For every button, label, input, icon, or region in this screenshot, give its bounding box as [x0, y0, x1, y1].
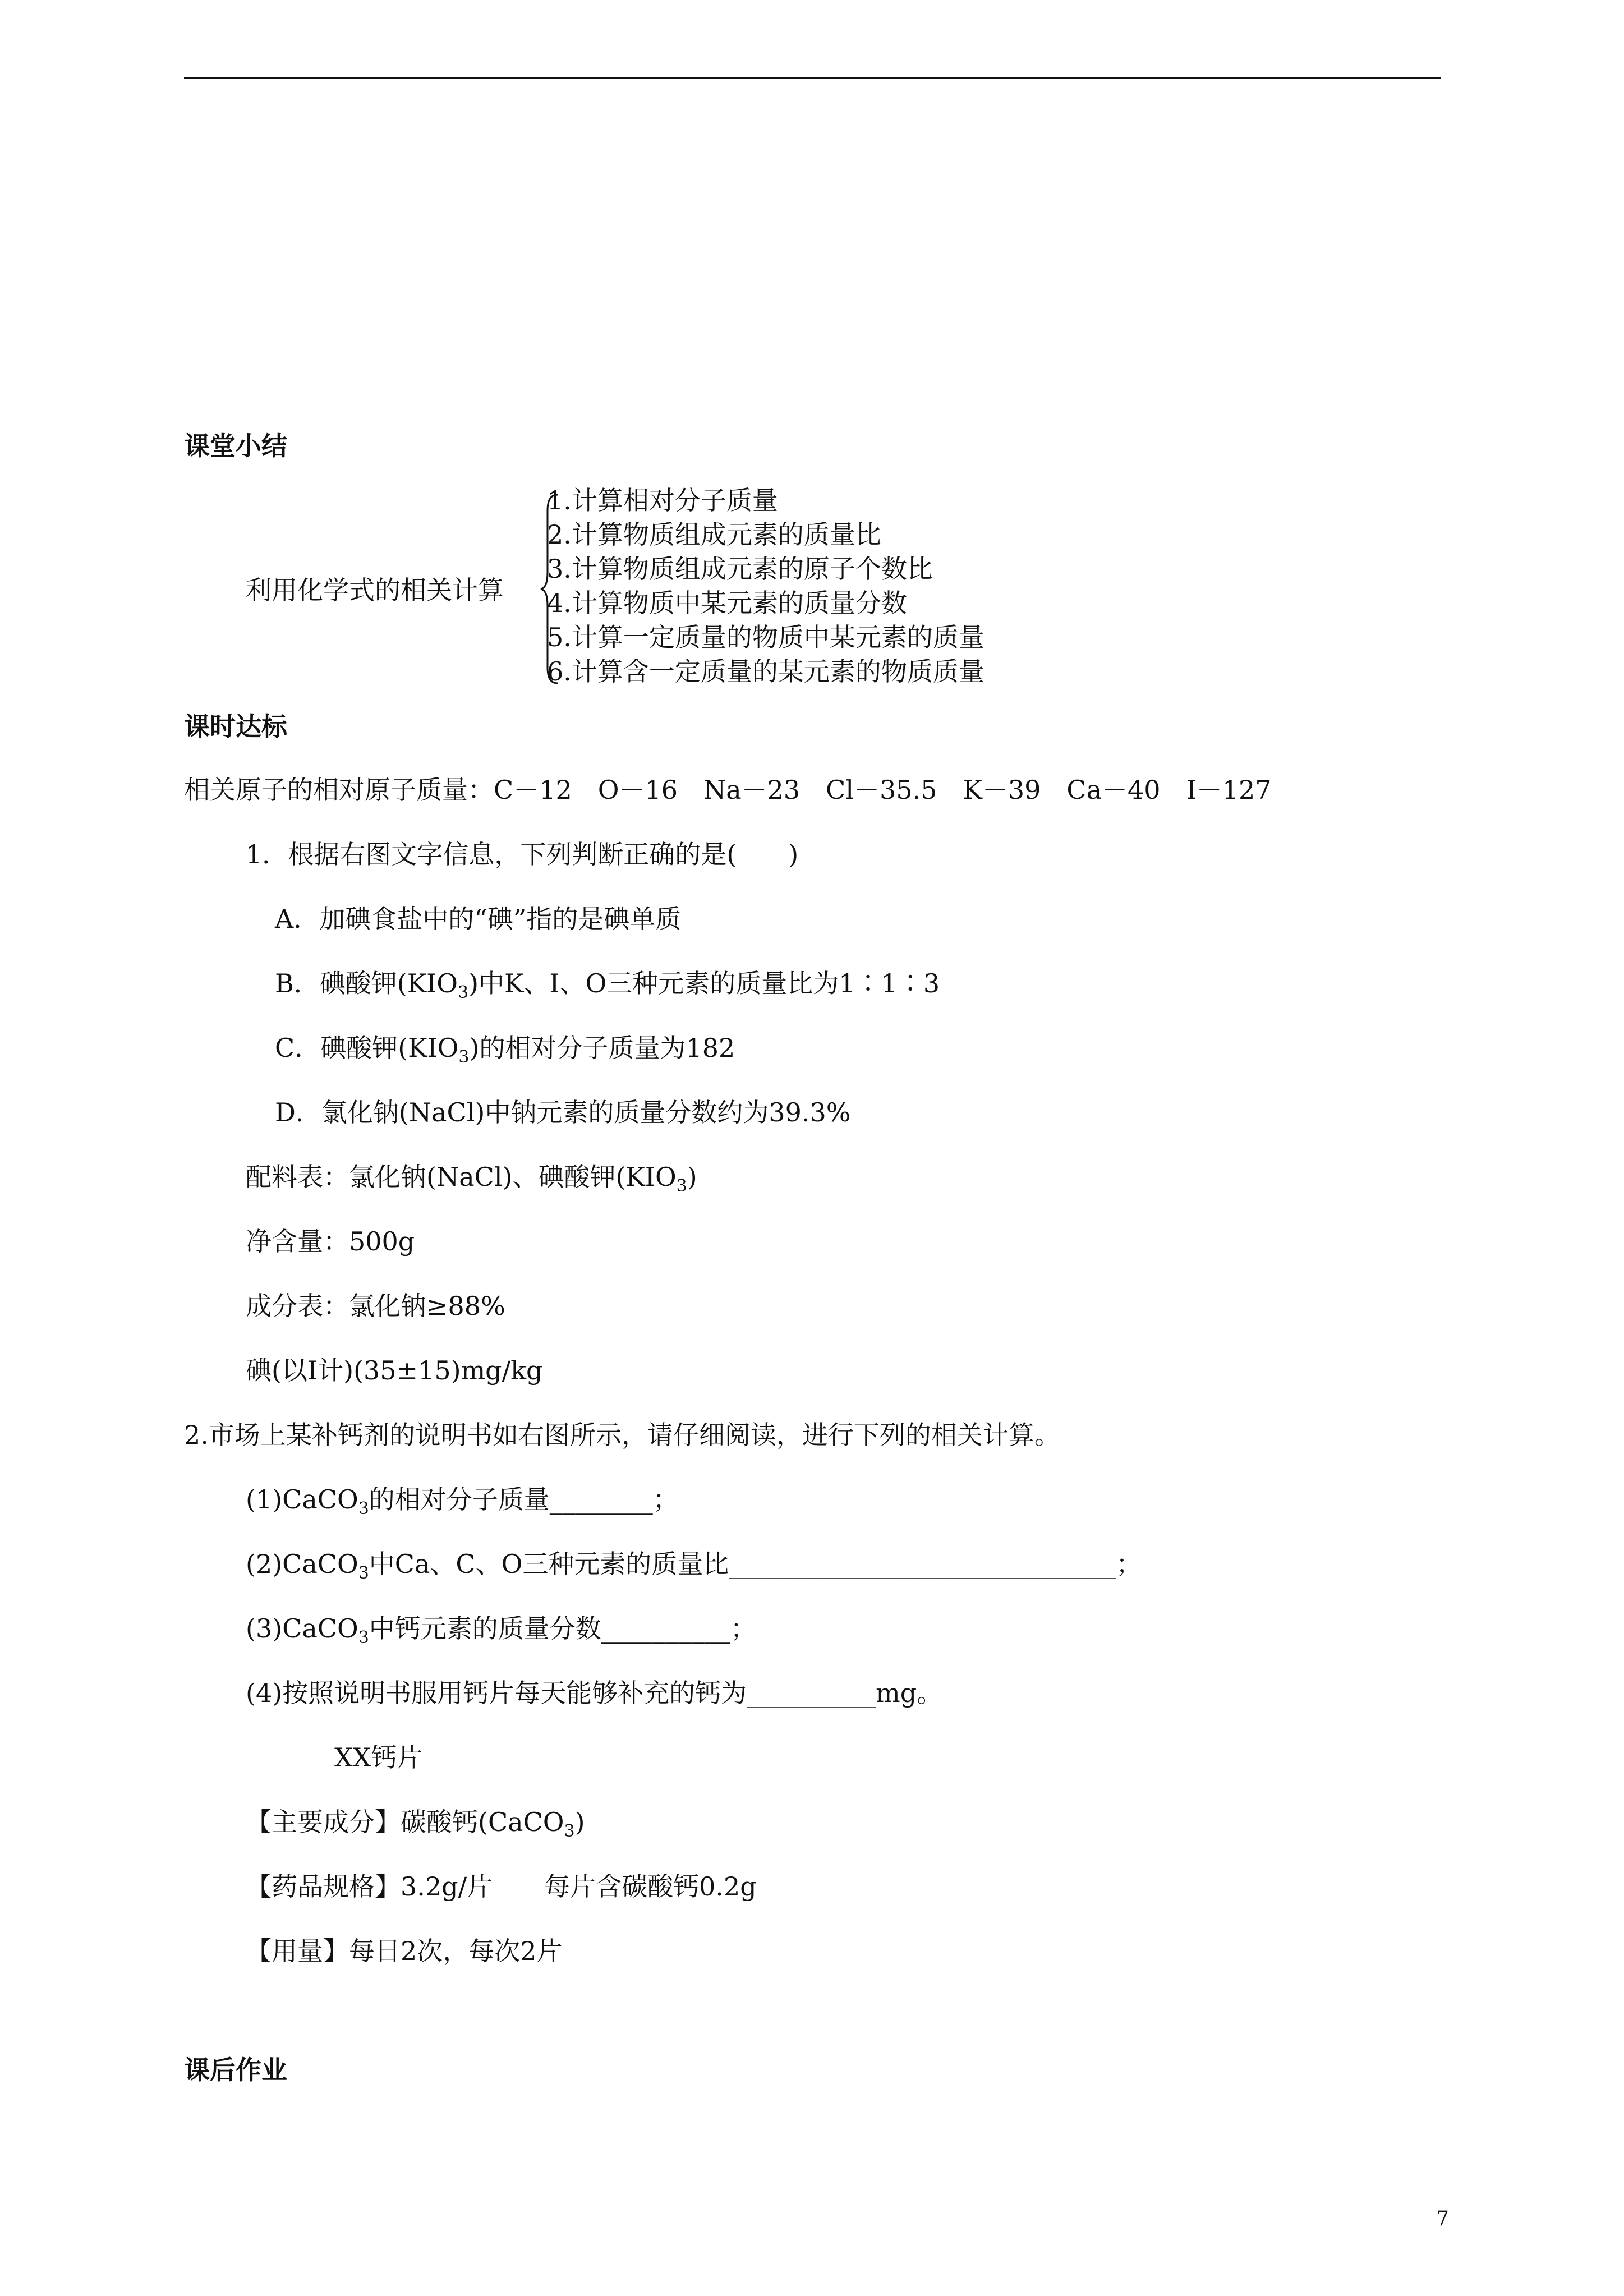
q1-option-d: D．氯化钠(NaCl)中钠元素的质量分数约为39.3%	[275, 1097, 851, 1128]
q2-part-4: (4)按照说明书服用钙片每天能够补充的钙为__________mg。	[246, 1678, 943, 1708]
calcium-label-main: 【主要成分】碳酸钙(CaCO$_3$)	[246, 1807, 585, 1841]
calcium-label-title: XX钙片	[334, 1742, 423, 1773]
summary-item-2: 2.计算物质组成元素的质量比	[547, 519, 881, 550]
summary-item-5: 5.计算一定质量的物质中某元素的质量	[547, 622, 984, 652]
page-number: 7	[1436, 2207, 1449, 2230]
atomic-masses: 相关原子的相对原子质量：C－12 O－16 Na－23 Cl－35.5 K－39 Ca－40 I－127	[184, 775, 1272, 805]
q2-part-3: (3)CaCO$_3$中钙元素的质量分数__________；	[246, 1613, 756, 1648]
summary-item-6: 6.计算含一定质量的某元素的物质质量	[547, 656, 984, 687]
q1-option-b: B．碘酸钾$(KIO_3)$中K、I、O三种元素的质量比为1∶1∶3	[275, 968, 940, 1002]
q1-option-c: C．碘酸钾$(KIO_3)$的相对分子质量为182	[275, 1033, 735, 1067]
salt-label-composition: 成分表：氯化钠≥88%	[246, 1291, 505, 1321]
practice-heading: 课时达标	[184, 711, 287, 742]
q2-part-1: (1)CaCO$_3$的相对分子质量________；	[246, 1484, 679, 1519]
summary-item-1: 1.计算相对分子质量	[547, 485, 778, 516]
summary-heading: 课堂小结	[184, 431, 287, 461]
q2-part-2: (2)CaCO$_3$中Ca、C、O三种元素的质量比______________________________；	[246, 1549, 1142, 1583]
q1-stem: 1．根据右图文字信息，下列判断正确的是( )	[246, 839, 799, 869]
salt-label-ingredients: 配料表：氯化钠(NaCl)、碘酸钾$(KIO_3)$	[246, 1162, 697, 1196]
summary-item-3: 3.计算物质组成元素的原子个数比	[547, 554, 933, 584]
summary-root-label: 利用化学式的相关计算	[246, 575, 504, 605]
homework-heading: 课后作业	[184, 2055, 287, 2085]
q1-option-a: A．加碘食盐中的“碘”指的是碘单质	[275, 904, 682, 934]
salt-label-iodine: 碘(以I计)(35±15)mg/kg	[246, 1355, 543, 1386]
q2-stem: 2.市场上某补钙剂的说明书如右图所示，请仔细阅读，进行下列的相关计算。	[184, 1420, 1060, 1450]
salt-label-net: 净含量：500g	[246, 1226, 415, 1257]
calcium-label-dose: 【用量】每日2次，每次2片	[246, 1936, 563, 1966]
calcium-label-spec: 【药品规格】3.2g/片 每片含碳酸钙0.2g	[246, 1871, 757, 1902]
header-rule	[184, 77, 1441, 79]
summary-item-4: 4.计算物质中某元素的质量分数	[547, 588, 907, 618]
